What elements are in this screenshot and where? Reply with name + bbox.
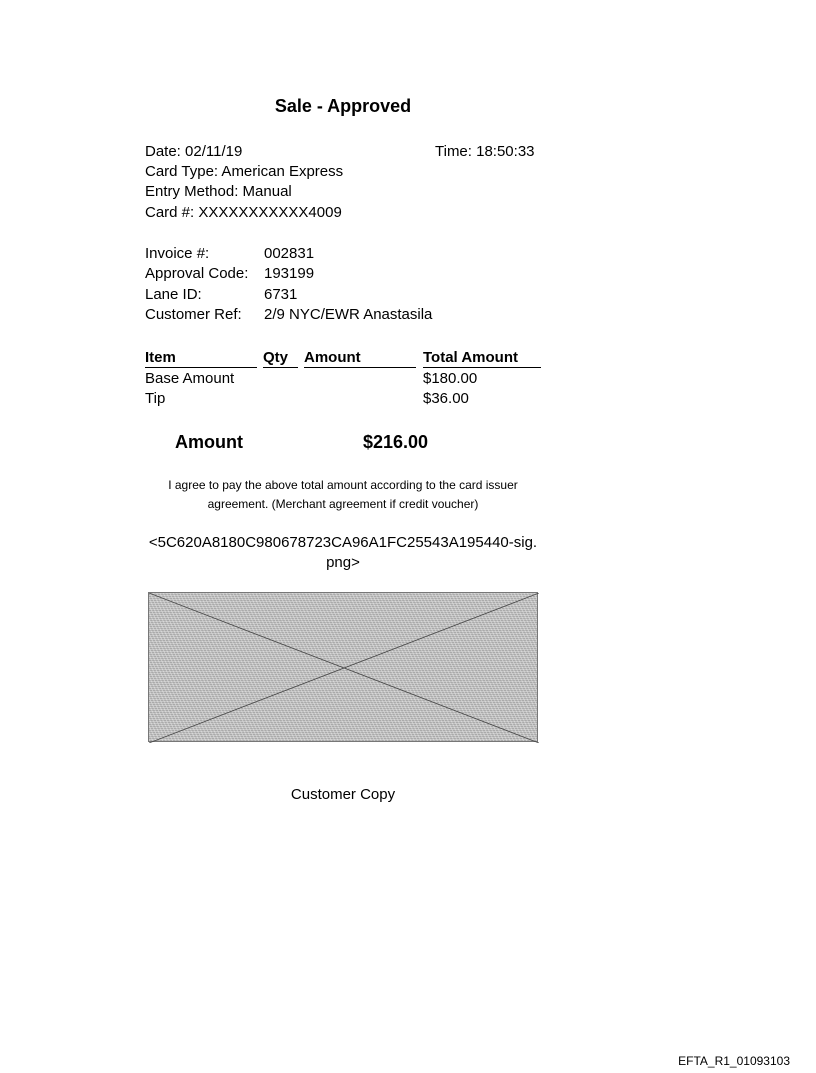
signature-filename: <5C620A8180C980678723CA96A1FC25543A195440-sig.png> bbox=[148, 534, 538, 571]
document-id: EFTA_R1_01093103 bbox=[678, 1054, 790, 1068]
card-number: Card #: XXXXXXXXXXX4009 bbox=[145, 204, 342, 221]
amount-label: Amount bbox=[175, 432, 243, 452]
invoice-value: 002831 bbox=[264, 245, 315, 262]
header-total-amount: Total Amount bbox=[423, 349, 518, 366]
invoice-label: Invoice #: bbox=[145, 245, 210, 262]
card-type: Card Type: American Express bbox=[145, 163, 344, 180]
header-item: Item bbox=[145, 349, 176, 366]
copy-label: Customer Copy bbox=[290, 786, 396, 803]
row-total: $180.00 bbox=[423, 370, 478, 387]
lane-id-label: Lane ID: bbox=[145, 286, 202, 303]
receipt-title: Sale - Approved bbox=[274, 96, 412, 116]
header-rule-qty bbox=[263, 367, 298, 368]
customer-ref-value: 2/9 NYC/EWR Anastasila bbox=[264, 306, 433, 323]
agreement-text: I agree to pay the above total amount according to the card issuer agreement. (Merchant agreement if credit voucher) bbox=[168, 478, 518, 511]
customer-ref-label: Customer Ref: bbox=[145, 306, 242, 323]
signature-image-placeholder bbox=[148, 592, 538, 742]
header-rule-item bbox=[145, 367, 257, 368]
row-total: $36.00 bbox=[423, 390, 469, 407]
lane-id-value: 6731 bbox=[264, 286, 298, 303]
row-item: Base Amount bbox=[145, 370, 235, 387]
header-rule-total bbox=[423, 367, 541, 368]
receipt-time: Time: 18:50:33 bbox=[435, 143, 535, 160]
approval-code-label: Approval Code: bbox=[145, 265, 249, 282]
header-amount: Amount bbox=[304, 349, 361, 366]
header-rule-amount bbox=[304, 367, 416, 368]
broken-image-icon bbox=[149, 593, 539, 743]
receipt-date: Date: 02/11/19 bbox=[145, 143, 243, 160]
approval-code-value: 193199 bbox=[264, 265, 315, 282]
header-qty: Qty bbox=[263, 349, 289, 366]
amount-value: $216.00 bbox=[363, 432, 429, 452]
entry-method: Entry Method: Manual bbox=[145, 183, 292, 200]
row-item: Tip bbox=[145, 390, 166, 407]
